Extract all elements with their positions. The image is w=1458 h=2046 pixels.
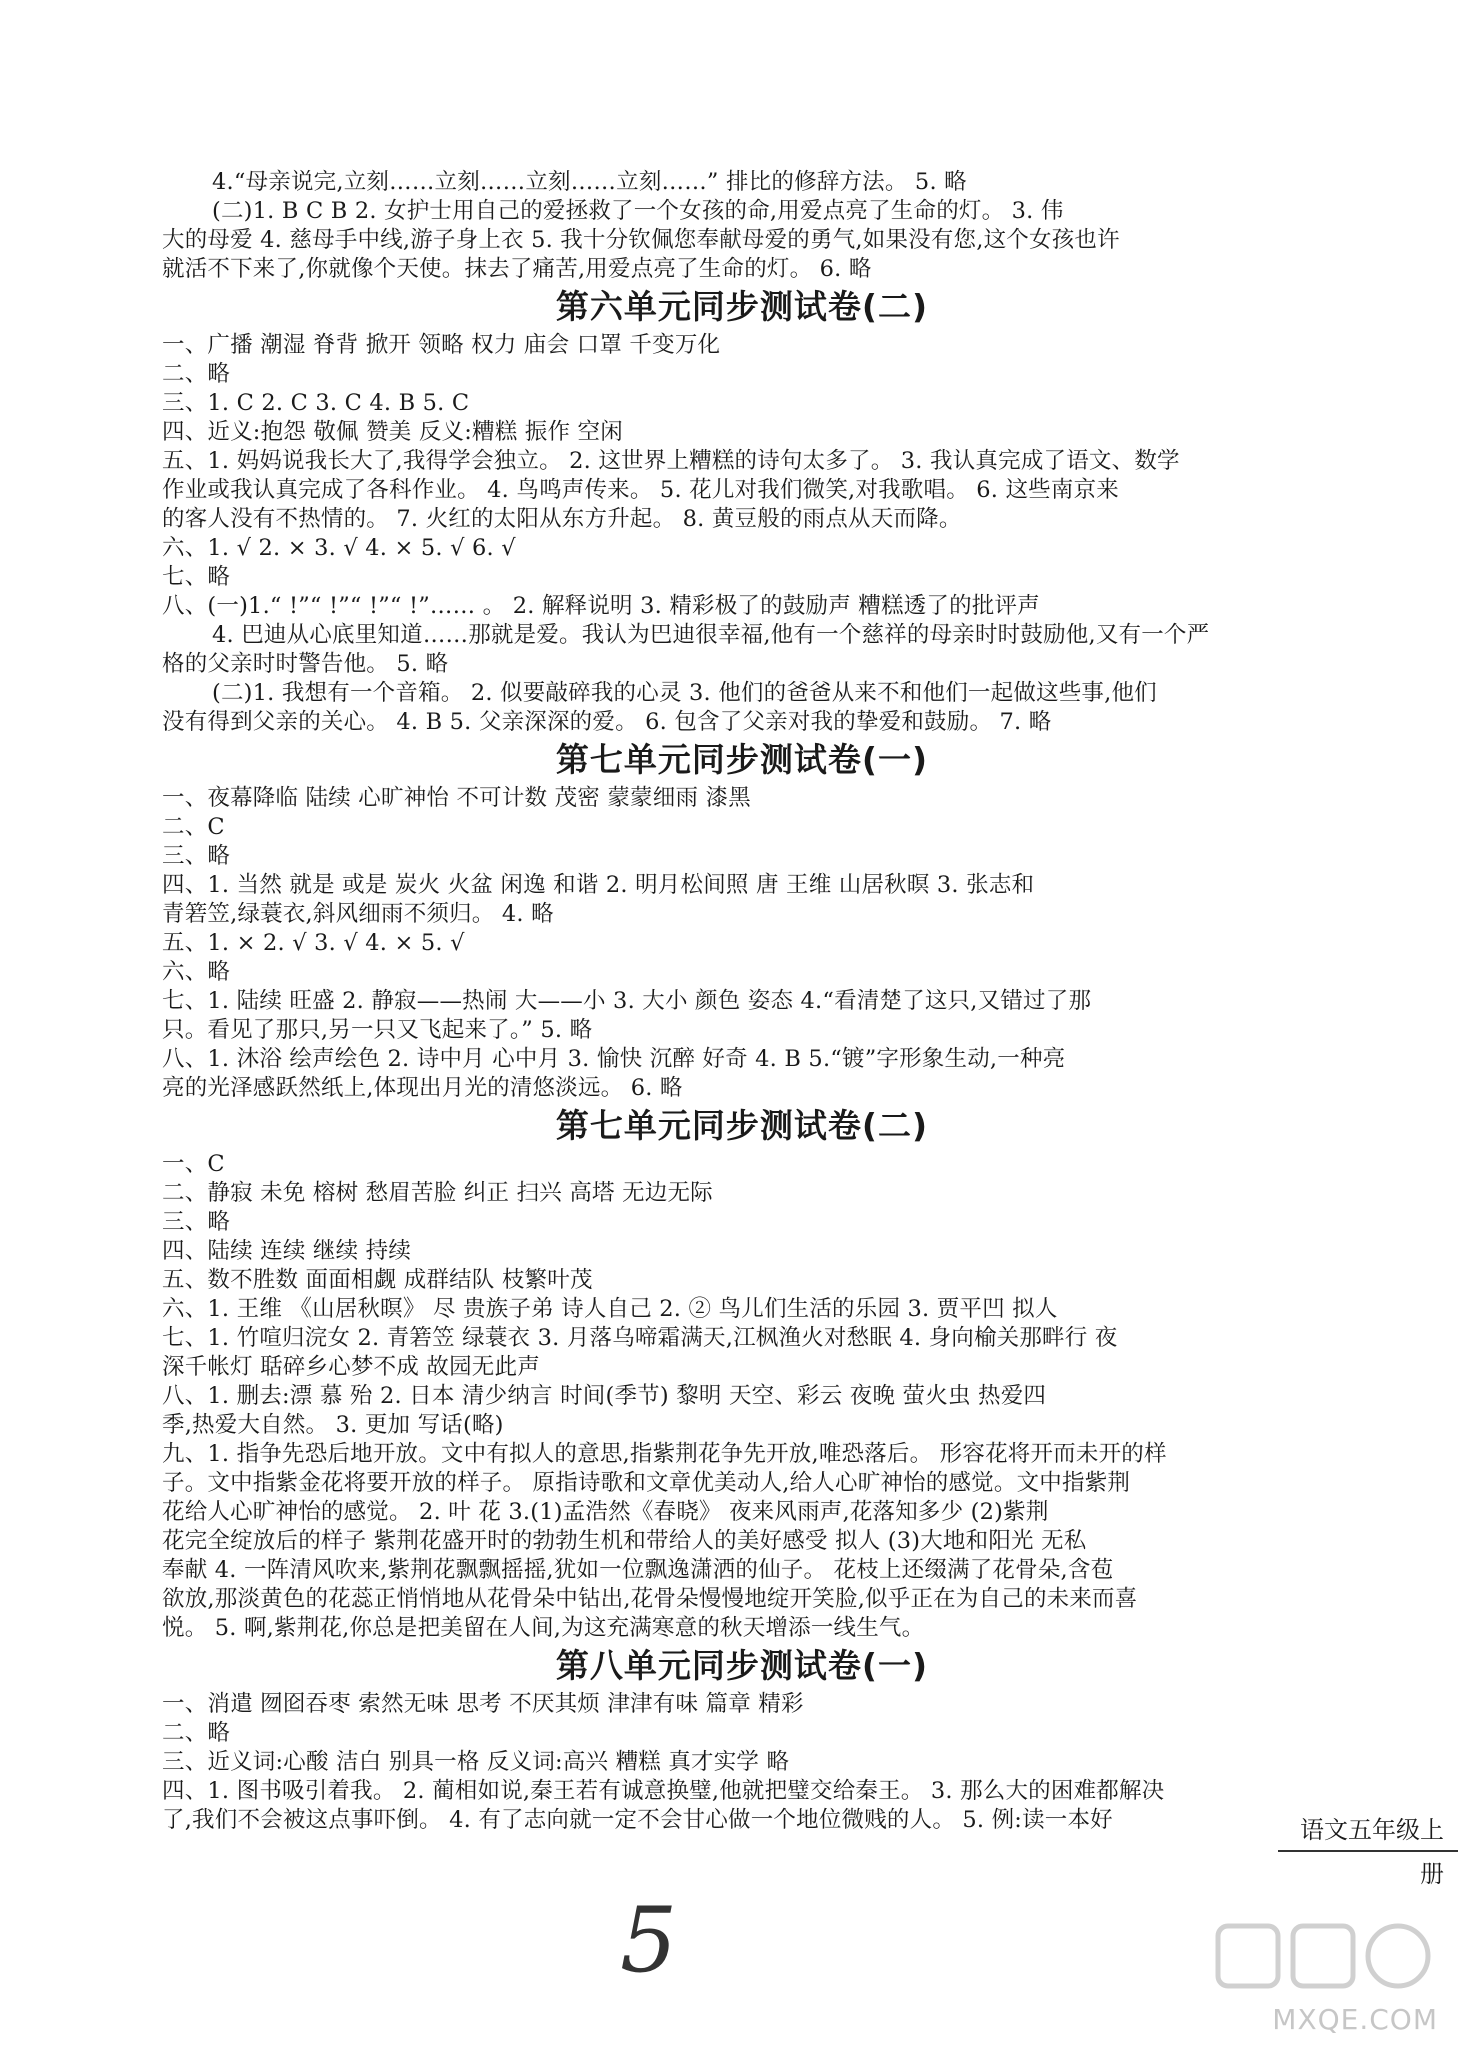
answer-line: 季,热爱大自然。 3. 更加 写话(略) xyxy=(162,1412,504,1438)
answer-line: 子。文中指紫金花将要开放的样子。 原指诗歌和文章优美动人,给人心旷神怡的感觉。文中指紫荆 xyxy=(162,1470,1131,1496)
answer-line: 大的母爱 4. 慈母手中线,游子身上衣 5. 我十分钦佩您奉献母爱的勇气,如果没有您,这个女孩也许 xyxy=(162,227,1120,253)
answer-line: 二、略 xyxy=(162,361,231,387)
section-heading: 第六单元同步测试卷(二) xyxy=(555,287,929,326)
answer-line: 七、1. 竹喧归浣女 2. 青箬笠 绿蓑衣 3. 月落乌啼霜满天,江枫渔火对愁眠 4. 身向榆关那畔行 夜 xyxy=(162,1325,1118,1351)
answer-line: 六、略 xyxy=(162,959,231,985)
watermark-text: MXQE.COM xyxy=(1272,2003,1438,2036)
answer-line: 作业或我认真完成了各科作业。 4. 鸟鸣声传来。 5. 花儿对我们微笑,对我歌唱。 6. 这些南京来 xyxy=(162,477,1119,503)
answer-line: 四、1. 图书吸引着我。 2. 蔺相如说,秦王若有诚意换璧,他就把璧交给秦王。 3. 那么大的困难都解决 xyxy=(162,1778,1165,1804)
answer-line: 六、1. √ 2. × 3. √ 4. × 5. √ 6. √ xyxy=(162,535,516,561)
site-watermark xyxy=(1208,1916,1438,2036)
answer-line: 了,我们不会被这点事吓倒。 4. 有了志向就一定不会甘心做一个地位微贱的人。 5. 例:读一本好 xyxy=(162,1807,1113,1833)
answer-line: 三、略 xyxy=(162,843,231,869)
answer-line: 奉献 4. 一阵清风吹来,紫荆花飘飘摇摇,犹如一位飘逸潇洒的仙子。 花枝上还缀满了花骨朵,含苞 xyxy=(162,1557,1114,1583)
answer-line: 二、C xyxy=(162,814,225,840)
answer-line: 四、1. 当然 就是 或是 炭火 火盆 闲逸 和谐 2. 明月松间照 唐 王维 山居秋暝 3. 张志和 xyxy=(162,872,1035,898)
answer-line: 五、1. × 2. √ 3. √ 4. × 5. √ xyxy=(162,930,465,956)
book-footer-label: 语文五年级上册 xyxy=(1278,1808,1458,1852)
answer-line: 一、广播 潮湿 脊背 掀开 领略 权力 庙会 口罩 千变万化 xyxy=(162,332,721,358)
section-heading: 第八单元同步测试卷(一) xyxy=(555,1646,929,1685)
answer-line: 花完全绽放后的样子 紫荆花盛开时的勃勃生机和带给人的美好感受 拟人 (3)大地和阳光 无私 xyxy=(162,1528,1087,1554)
answer-line: 六、1. 王维 《山居秋暝》 尽 贵族子弟 诗人自己 2. ② 鸟儿们生活的乐园 3. 贾平凹 拟人 xyxy=(162,1296,1058,1322)
answer-line: 欲放,那淡黄色的花蕊正悄悄地从花骨朵中钻出,花骨朵慢慢地绽开笑脸,似乎正在为自己的未来而喜 xyxy=(162,1586,1138,1612)
answer-line: 九、1. 指争先恐后地开放。文中有拟人的意思,指紫荆花争先开放,唯恐落后。 形容花将开而未开的样 xyxy=(162,1441,1167,1467)
answer-line: 三、略 xyxy=(162,1209,231,1235)
answer-line: 二、略 xyxy=(162,1720,231,1746)
answer-line: 只。看见了那只,另一只又飞起来了。” 5. 略 xyxy=(162,1017,593,1043)
answer-content xyxy=(162,168,1322,1835)
answer-line: 青箬笠,绿蓑衣,斜风细雨不须归。 4. 略 xyxy=(162,901,554,927)
answer-line: 四、陆续 连续 继续 持续 xyxy=(162,1238,412,1264)
answer-line: 八、(一)1.“ !”“ !”“ !”“ !”…… 。 2. 解释说明 3. 精彩极了的鼓励声 糟糕透了的批评声 xyxy=(162,593,1040,619)
answer-line: 亮的光泽感跃然纸上,体现出月光的清悠淡远。 6. 略 xyxy=(162,1075,683,1101)
answer-line: 4. 巴迪从心底里知道……那就是爱。我认为巴迪很幸福,他有一个慈祥的母亲时时鼓励他,又有一个严 xyxy=(212,622,1210,648)
answer-line: 七、1. 陆续 旺盛 2. 静寂——热闹 大——小 3. 大小 颜色 姿态 4.“看清楚了这只,又错过了那 xyxy=(162,988,1092,1014)
answer-line: 三、近义词:心酸 洁白 别具一格 反义词:高兴 糟糕 真才实学 略 xyxy=(162,1749,790,1775)
answer-line: 七、略 xyxy=(162,564,231,590)
answer-line: (二)1. 我想有一个音箱。 2. 似要敲碎我的心灵 3. 他们的爸爸从来不和他们一起做这些事,他们 xyxy=(212,680,1157,706)
answer-line: 四、近义:抱怨 敬佩 赞美 反义:糟糕 振作 空闲 xyxy=(162,419,623,445)
section-heading: 第七单元同步测试卷(一) xyxy=(555,740,929,779)
answer-line: 格的父亲时时警告他。 5. 略 xyxy=(162,651,449,677)
answer-line: 八、1. 沐浴 绘声绘色 2. 诗中月 心中月 3. 愉快 沉醉 好奇 4. B 5.“镀”字形象生动,一种亮 xyxy=(162,1046,1066,1072)
answer-line: 花给人心旷神怡的感觉。 2. 叶 花 3.(1)孟浩然《春晓》 夜来风雨声,花落知多少 (2)紫荆 xyxy=(162,1499,1049,1525)
answer-line: 三、1. C 2. C 3. C 4. B 5. C xyxy=(162,390,470,416)
watermark-logo-icon xyxy=(1208,1916,1438,2006)
answer-line: 就活不下来了,你就像个天使。抹去了痛苦,用爱点亮了生命的灯。 6. 略 xyxy=(162,256,872,282)
answer-line: 没有得到父亲的关心。 4. B 5. 父亲深深的爱。 6. 包含了父亲对我的挚爱和鼓励。 7. 略 xyxy=(162,709,1052,735)
answer-line: 的客人没有不热情的。 7. 火红的太阳从东方升起。 8. 黄豆般的雨点从天而降。 xyxy=(162,506,962,532)
answer-line: (二)1. B C B 2. 女护士用自己的爱拯救了一个女孩的命,用爱点亮了生命的灯。 3. 伟 xyxy=(212,198,1064,224)
answer-line: 八、1. 删去:漂 慕 殆 2. 日本 清少纳言 时间(季节) 黎明 天空、彩云 夜晚 萤火虫 热爱四 xyxy=(162,1383,1047,1409)
section-heading: 第七单元同步测试卷(二) xyxy=(555,1106,929,1145)
answer-line: 深千帐灯 聒碎乡心梦不成 故园无此声 xyxy=(162,1354,540,1380)
answer-line: 二、静寂 未免 榕树 愁眉苦脸 纠正 扫兴 高塔 无边无际 xyxy=(162,1180,713,1206)
answer-line: 五、1. 妈妈说我长大了,我得学会独立。 2. 这世界上糟糕的诗句太多了。 3. 我认真完成了语文、数学 xyxy=(162,448,1180,474)
answer-line: 五、数不胜数 面面相觑 成群结队 枝繁叶茂 xyxy=(162,1267,593,1293)
answer-line: 一、夜幕降临 陆续 心旷神怡 不可计数 茂密 蒙蒙细雨 漆黑 xyxy=(162,785,751,811)
answer-line: 悦。 5. 啊,紫荆花,你总是把美留在人间,为这充满寒意的秋天增添一线生气。 xyxy=(162,1615,925,1641)
answer-line: 4.“母亲说完,立刻……立刻……立刻……立刻……” 排比的修辞方法。 5. 略 xyxy=(212,169,967,195)
answer-line: 一、C xyxy=(162,1151,225,1177)
handwritten-page-number: 5 xyxy=(620,1888,678,1993)
answer-line: 一、消遣 囫囵吞枣 索然无味 思考 不厌其烦 津津有味 篇章 精彩 xyxy=(162,1691,804,1717)
